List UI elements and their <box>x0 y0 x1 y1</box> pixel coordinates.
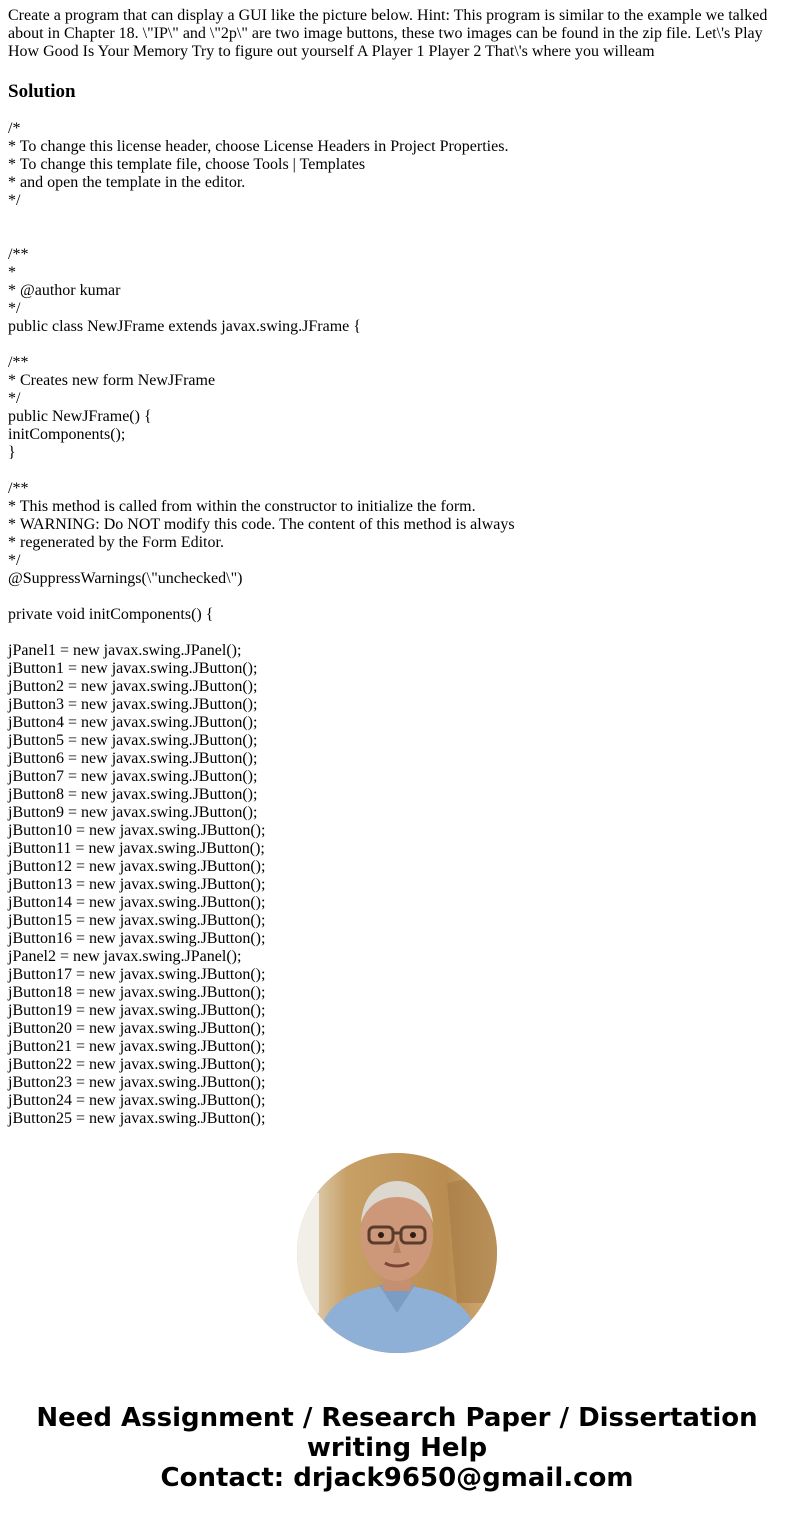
code-line: /* <box>8 120 21 137</box>
code-line: /** <box>8 480 29 497</box>
code-line: */ <box>8 552 21 569</box>
code-line: initComponents(); <box>8 426 126 443</box>
code-line: jButton1 = new javax.swing.JButton(); <box>8 660 258 677</box>
code-line: * WARNING: Do NOT modify this code. The content of this method is always <box>8 516 515 533</box>
promo-banner <box>0 1403 794 1493</box>
code-line <box>8 210 788 228</box>
avatar <box>297 1153 497 1353</box>
code-line: jButton14 = new javax.swing.JButton(); <box>8 894 266 911</box>
code-line: jButton5 = new javax.swing.JButton(); <box>8 732 258 749</box>
code-line: public NewJFrame() { <box>8 408 152 425</box>
code-line: * To change this license header, choose License Headers in Project Properties. <box>8 138 509 155</box>
code-line: jButton19 = new javax.swing.JButton(); <box>8 1002 266 1019</box>
code-line: jButton7 = new javax.swing.JButton(); <box>8 768 258 785</box>
promo-line-1: Need Assignment / Research Paper / Dissertation <box>36 1403 758 1433</box>
code-line: jButton18 = new javax.swing.JButton(); <box>8 984 266 1001</box>
code-line: jButton24 = new javax.swing.JButton(); <box>8 1092 266 1109</box>
code-line: jButton15 = new javax.swing.JButton(); <box>8 912 266 929</box>
code-line: jButton2 = new javax.swing.JButton(); <box>8 678 258 695</box>
code-line <box>8 462 788 480</box>
code-line: jButton20 = new javax.swing.JButton(); <box>8 1020 266 1037</box>
code-line: jButton16 = new javax.swing.JButton(); <box>8 930 266 947</box>
code-line: jButton9 = new javax.swing.JButton(); <box>8 804 258 821</box>
code-line: jButton21 = new javax.swing.JButton(); <box>8 1038 266 1055</box>
code-line <box>8 336 788 354</box>
code-line: */ <box>8 390 21 407</box>
code-line: jButton3 = new javax.swing.JButton(); <box>8 696 258 713</box>
code-line: * regenerated by the Form Editor. <box>8 534 224 551</box>
code-line: * This method is called from within the constructor to initialize the form. <box>8 498 476 515</box>
code-line: jButton4 = new javax.swing.JButton(); <box>8 714 258 731</box>
code-line: public class NewJFrame extends javax.swing.JFrame { <box>8 318 361 335</box>
code-line: * To change this template file, choose Tools | Templates <box>8 156 366 173</box>
code-line: jPanel1 = new javax.swing.JPanel(); <box>8 642 242 659</box>
code-line <box>8 624 788 642</box>
code-line: private void initComponents() { <box>8 606 214 623</box>
code-line <box>8 588 788 606</box>
code-line: } <box>8 444 16 461</box>
code-line: jButton25 = new javax.swing.JButton(); <box>8 1110 266 1127</box>
code-line <box>8 228 788 246</box>
code-line: jButton11 = new javax.swing.JButton(); <box>8 840 265 857</box>
question-text: Create a program that can display a GUI like the picture below. Hint: This program is similar to the example we talked about in Chapter 18. \"IP\" and \"2p\" are two image buttons, these two images can be found in the zip file. Let\'s Play How Good Is Your Memory Try to figure out yourself A Player 1 Player 2 That\'s where you willeam <box>8 7 768 60</box>
code-line: * <box>8 264 16 281</box>
code-line: */ <box>8 192 21 209</box>
code-line: jPanel2 = new javax.swing.JPanel(); <box>8 948 242 965</box>
code-line: */ <box>8 300 21 317</box>
code-line: jButton8 = new javax.swing.JButton(); <box>8 786 258 803</box>
person-photo-icon <box>297 1153 497 1353</box>
code-line: * @author kumar <box>8 282 121 299</box>
code-line: /** <box>8 246 29 263</box>
code-line: jButton23 = new javax.swing.JButton(); <box>8 1074 266 1091</box>
code-line: * Creates new form NewJFrame <box>8 372 216 389</box>
promo-contact: Contact: drjack9650@gmail.com <box>160 1463 634 1493</box>
code-line: jButton6 = new javax.swing.JButton(); <box>8 750 258 767</box>
promo-line-2: writing Help <box>306 1433 488 1463</box>
code-line: jButton17 = new javax.swing.JButton(); <box>8 966 266 983</box>
code-line: jButton12 = new javax.swing.JButton(); <box>8 858 266 875</box>
code-line: * and open the template in the editor. <box>8 174 246 191</box>
code-line: jButton22 = new javax.swing.JButton(); <box>8 1056 266 1073</box>
code-line: jButton13 = new javax.swing.JButton(); <box>8 876 266 893</box>
solution-heading: Solution <box>8 81 76 102</box>
code-line: jButton10 = new javax.swing.JButton(); <box>8 822 266 839</box>
code-block <box>8 120 788 1128</box>
code-line: @SuppressWarnings(\"unchecked\") <box>8 570 243 587</box>
code-line: /** <box>8 354 29 371</box>
